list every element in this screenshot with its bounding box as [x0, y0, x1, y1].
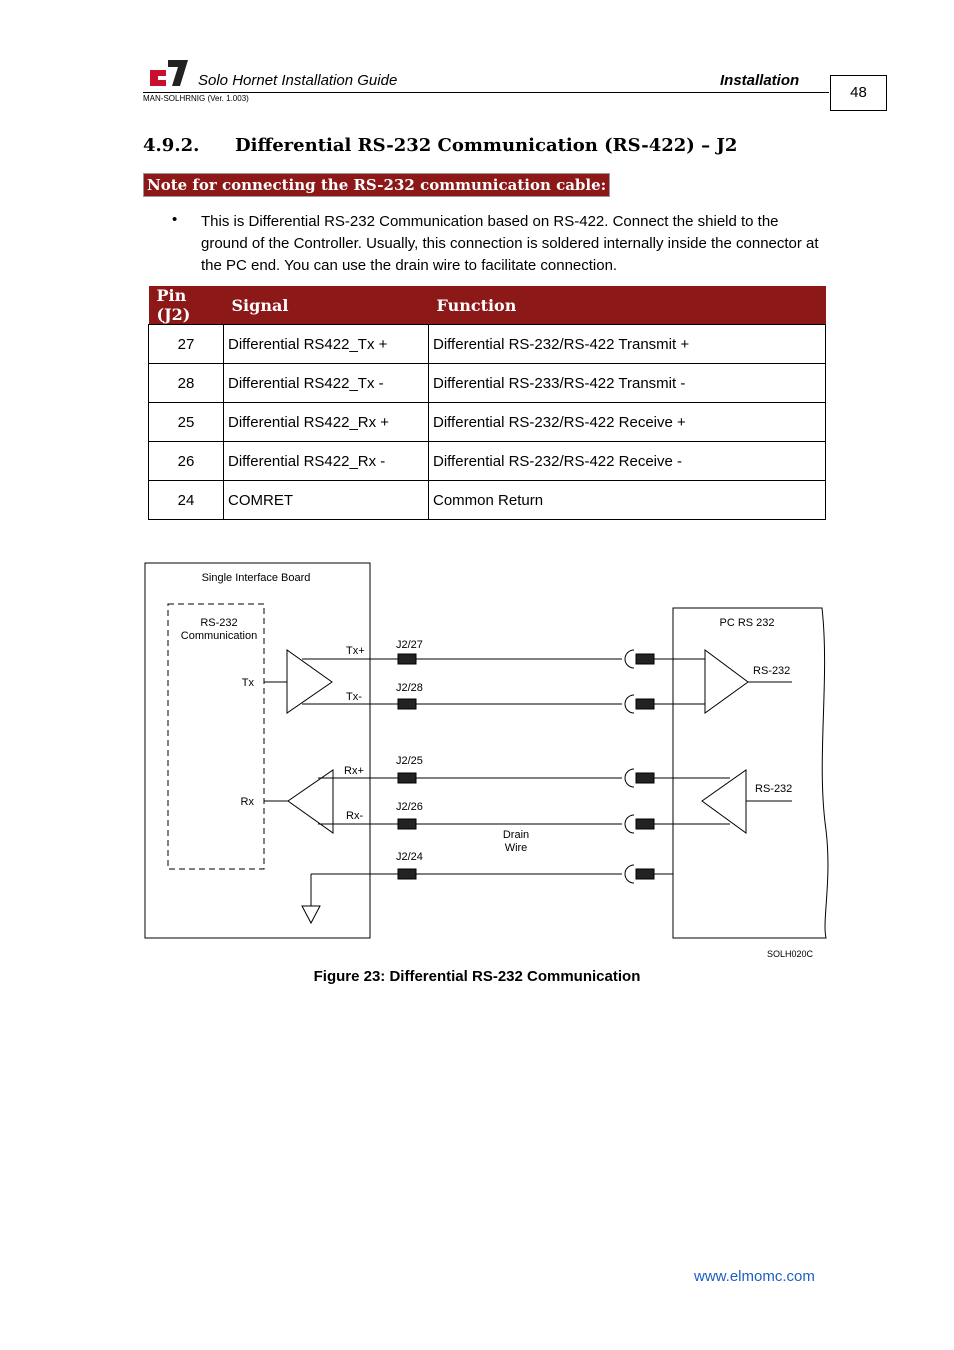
- rx-plus-label: Rx+: [344, 765, 364, 777]
- drain-label: Drain: [502, 829, 530, 841]
- connector-pin: [636, 869, 654, 879]
- communication-label: Communication: [180, 630, 258, 642]
- bullet-text: This is Differential RS-232 Communication based on RS-422. Connect the shield to the ground of the Controller. Usually, this connection is soldered internally inside the connector at the PC end. You can use the drain wire to facilitate connection.: [201, 213, 819, 274]
- pin-label: J2/26: [396, 801, 423, 813]
- pc-receiver-triangle: [705, 650, 748, 713]
- ground-icon: [302, 906, 320, 923]
- signal-cell: Differential RS422_Tx +: [224, 325, 429, 364]
- column-header: Pin (J2): [149, 286, 224, 325]
- pc-box: [673, 608, 828, 938]
- connector-pin: [398, 869, 416, 879]
- board-label: Single Interface Board: [201, 572, 311, 584]
- signal-cell: Differential RS422_Rx -: [224, 442, 429, 481]
- rs232-dashed-box: [168, 604, 264, 869]
- pin-cell: 26: [149, 442, 224, 481]
- function-cell: Differential RS-232/RS-422 Receive +: [429, 403, 826, 442]
- pc-rs232-top-label: RS-232: [753, 665, 791, 677]
- connector-pin: [398, 773, 416, 783]
- rx-minus-label: Rx-: [346, 810, 364, 822]
- document-id: MAN-SOLHRNIG (Ver. 1.003): [143, 94, 249, 103]
- page-number: 48: [830, 75, 887, 111]
- signal-cell: Differential RS422_Rx +: [224, 403, 429, 442]
- tx-label: Tx: [241, 677, 254, 689]
- connector-cup: [625, 865, 634, 883]
- pin-cell: 28: [149, 364, 224, 403]
- connector-cup: [625, 695, 634, 713]
- column-header: Signal: [224, 286, 429, 325]
- connector-pin: [398, 699, 416, 709]
- connector-pin: [398, 819, 416, 829]
- pin-label: J2/28: [396, 682, 423, 694]
- connector-pin: [636, 819, 654, 829]
- pin-cell: 24: [149, 481, 224, 520]
- pin-cell: 27: [149, 325, 224, 364]
- tx-plus-label: Tx+: [346, 645, 365, 657]
- connector-pin: [636, 699, 654, 709]
- bullet-marker: •: [172, 211, 178, 228]
- function-cell: Common Return: [429, 481, 826, 520]
- wire-label: Wire: [504, 842, 528, 854]
- function-cell: Differential RS-232/RS-422 Receive -: [429, 442, 826, 481]
- heading-title: Differential RS-232 Communication (RS-422) – J2: [235, 135, 738, 156]
- pc-label: PC RS 232: [719, 617, 775, 629]
- rx-label: Rx: [240, 796, 254, 808]
- tx-minus-label: Tx-: [346, 691, 362, 703]
- connector-pin: [398, 654, 416, 664]
- connector-cup: [625, 650, 634, 668]
- pin-label: J2/25: [396, 755, 423, 767]
- figure-caption: Figure 23: Differential RS-232 Communication: [313, 968, 641, 985]
- pin-label: J2/27: [396, 639, 423, 651]
- column-header: Function: [429, 286, 826, 325]
- signal-cell: COMRET: [224, 481, 429, 520]
- connector-cup: [625, 769, 634, 787]
- interface-board-box: [145, 563, 370, 938]
- function-cell: Differential RS-233/RS-422 Transmit -: [429, 364, 826, 403]
- pin-cell: 25: [149, 403, 224, 442]
- pin-label: J2/24: [396, 851, 423, 863]
- section-title: Installation: [720, 72, 800, 89]
- note-banner: Note for connecting the RS-232 communication cable:: [143, 173, 610, 197]
- footer-link[interactable]: www.elmomc.com: [694, 1268, 815, 1285]
- figure-code: SOLH020C: [766, 949, 813, 959]
- signal-cell: Differential RS422_Tx -: [224, 364, 429, 403]
- guide-title: Solo Hornet Installation Guide: [198, 72, 398, 89]
- function-cell: Differential RS-232/RS-422 Transmit +: [429, 325, 826, 364]
- connector-pin: [636, 654, 654, 664]
- pc-rs232-bottom-label: RS-232: [755, 783, 793, 795]
- rs232-label: RS-232: [200, 617, 238, 629]
- heading-number: 4.9.2.: [143, 135, 200, 156]
- connector-cup: [625, 815, 634, 833]
- connector-pin: [636, 773, 654, 783]
